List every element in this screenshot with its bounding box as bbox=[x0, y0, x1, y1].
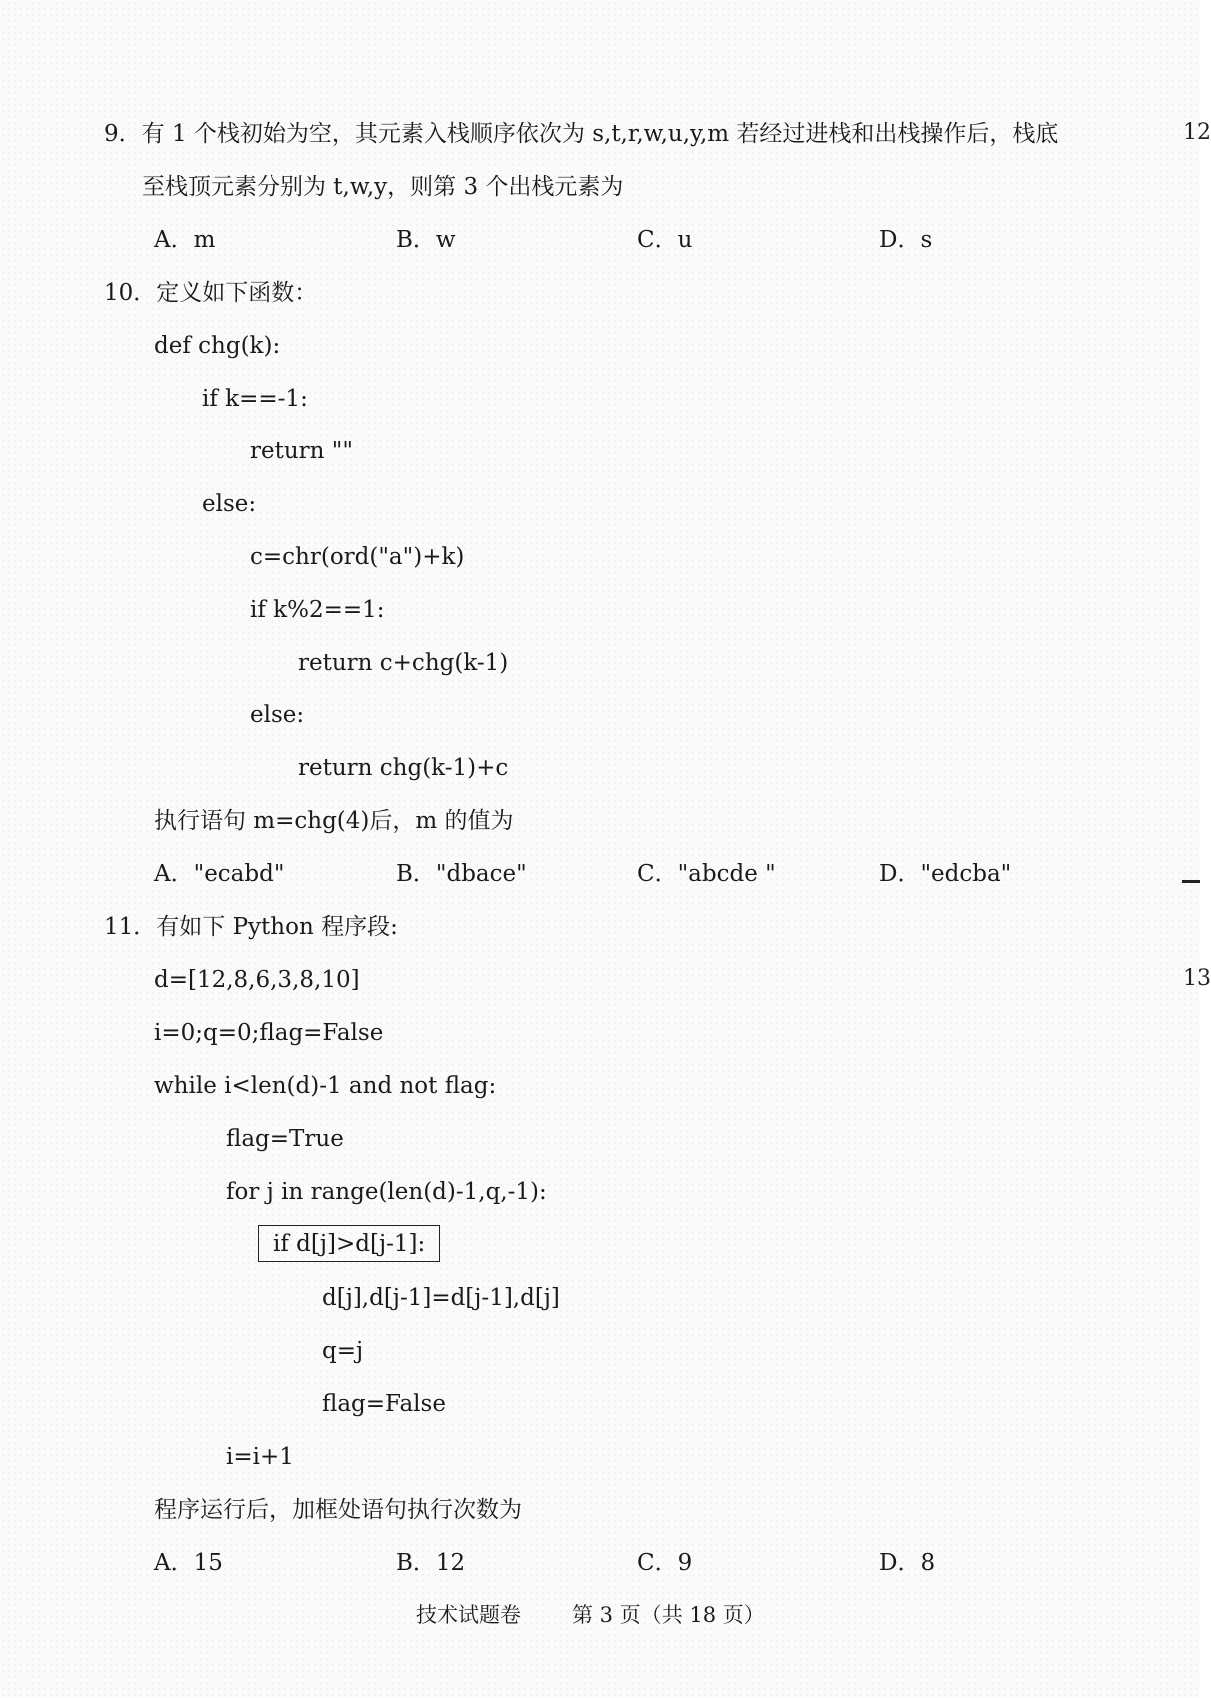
footer-title: 技术试题卷 bbox=[416, 1603, 521, 1627]
q10-code-line: else: bbox=[202, 491, 257, 517]
q11-code-line: for j in range(len(d)-1,q,-1): bbox=[226, 1179, 547, 1205]
q11-intro: 11．有如下 Python 程序段: bbox=[104, 914, 398, 940]
q10-option-c: C．"abcde " bbox=[637, 861, 776, 887]
edge-number-top: 12 bbox=[1183, 120, 1211, 145]
q9-option-c: C．u bbox=[637, 227, 693, 253]
q11-option-d: D．8 bbox=[879, 1550, 936, 1576]
q10-code-line: return "" bbox=[250, 438, 353, 464]
q10-code-line: else: bbox=[250, 702, 305, 728]
footer-page-number: 第 3 页（共 18 页） bbox=[572, 1603, 765, 1627]
q11-code-line: flag=False bbox=[322, 1391, 446, 1417]
q11-code-line: flag=True bbox=[226, 1126, 344, 1152]
q10-code-line: c=chr(ord("a")+k) bbox=[250, 544, 465, 570]
q11-code-line: while i<len(d)-1 and not flag: bbox=[154, 1073, 497, 1099]
q11-code-line: q=j bbox=[322, 1338, 364, 1364]
q10-intro: 10．定义如下函数： bbox=[104, 280, 318, 306]
q10-code-line: return c+chg(k-1) bbox=[298, 650, 509, 676]
q11-code-line: d[j],d[j-1]=d[j-1],d[j] bbox=[322, 1285, 560, 1311]
q11-option-a: A．15 bbox=[154, 1550, 223, 1576]
q10-option-a: A．"ecabd" bbox=[154, 861, 285, 887]
q9-line-2: 至栈顶元素分别为 t,w,y，则第 3 个出栈元素为 bbox=[142, 174, 624, 200]
q11-boxed-statement: if d[j]>d[j-1]: bbox=[258, 1225, 440, 1262]
q9-option-a: A．m bbox=[154, 227, 216, 253]
q11-option-b: B．12 bbox=[396, 1550, 466, 1576]
q10-code-line: if k==-1: bbox=[202, 386, 308, 412]
q9-option-b: B．w bbox=[396, 227, 456, 253]
edge-dash bbox=[1182, 880, 1200, 883]
q11-code-line: d=[12,8,6,3,8,10] bbox=[154, 967, 360, 993]
q11-option-c: C．9 bbox=[637, 1550, 693, 1576]
q10-option-d: D．"edcba" bbox=[879, 861, 1012, 887]
q9-option-d: D．s bbox=[879, 227, 933, 253]
q11-code-line: i=0;q=0;flag=False bbox=[154, 1020, 384, 1046]
q11-question: 程序运行后，加框处语句执行次数为 bbox=[154, 1497, 522, 1523]
q10-code-line: return chg(k-1)+c bbox=[298, 755, 509, 781]
edge-number-bottom: 13 bbox=[1183, 966, 1211, 991]
q9-line-1: 9．有 1 个栈初始为空，其元素入栈顺序依次为 s,t,r,w,u,y,m 若经过进栈和出栈操作后，栈底 bbox=[104, 121, 1059, 147]
q10-code-line: if k%2==1: bbox=[250, 597, 385, 623]
q11-code-line: i=i+1 bbox=[226, 1444, 294, 1470]
q10-option-b: B．"dbace" bbox=[396, 861, 527, 887]
q10-question: 执行语句 m=chg(4)后，m 的值为 bbox=[154, 808, 514, 834]
q10-code-line: def chg(k): bbox=[154, 333, 281, 359]
